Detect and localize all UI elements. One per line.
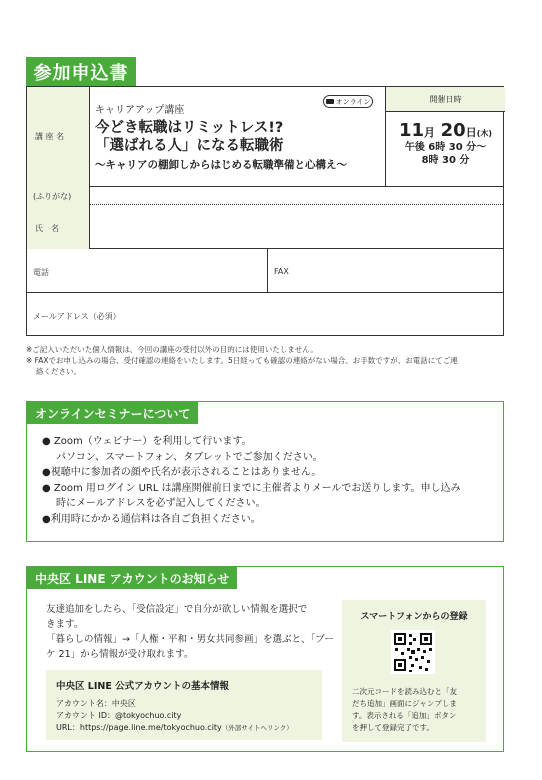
phone-fax-row [27, 249, 503, 293]
smartphone-title: スマートフォンからの登録 [360, 612, 468, 622]
line-account-body: 友達追加をしたら、「受信設定」で自分が欲しい情報を選択で きます。 「暮らしの情報」→「人権・平和・男女共同参画」を選ぶと、「ブー ケ 21」から情報が受け取れます。 [46, 604, 334, 660]
online-seminar-list: ● Zoom（ウェビナー）を利用して行います。 パソコン、スマートフォン、タブレットでご参加ください。 ●視聴中に参加者の顔や氏名が表示されることはありません。 ● Zoom 用ログイン URL は講座開催前日までに主催者よりメールでお送りします。申し込み 時にメールアドレスを必ず記入してください。 ●利用時にかかる通信料は各自ご負担ください。 [42, 436, 461, 525]
course-label: 講 座 名 [35, 132, 65, 141]
course-series: キャリアアップ講座 [95, 105, 185, 116]
fax-label: FAX [274, 267, 289, 276]
online-seminar-heading: オンラインセミナーについて [27, 402, 198, 424]
date-header: 開催日時 [386, 87, 505, 112]
application-form [26, 86, 504, 336]
online-badge: オンライン [323, 95, 373, 108]
qr-code-icon[interactable] [391, 630, 435, 674]
name-label: 氏 名 [35, 224, 59, 233]
phone-label: 電話 [33, 268, 49, 277]
furigana-input[interactable] [90, 187, 503, 205]
form-title: 参加申込書 [26, 57, 136, 87]
time-value: 午後 6時 30 分～ 8時 30 分 [404, 142, 487, 166]
phone-field[interactable] [27, 249, 268, 293]
date-block [385, 87, 505, 187]
fax-field[interactable] [268, 249, 503, 293]
course-subtitle: ～キャリアの棚卸しからはじめる転職準備と心構え～ [95, 159, 347, 171]
name-input[interactable] [90, 205, 503, 249]
course-title: 今どき転職はリミットレス!? 「選ばれる人」になる転職術 [95, 120, 284, 154]
date-value: 11月 20日(木) [398, 120, 492, 141]
email-field[interactable] [27, 293, 503, 335]
line-info-title: 中央区 LINE 公式アカウントの基本情報 [56, 681, 230, 692]
privacy-notes: ※ご記入いただいた個人情報は、今回の講座の受付以外の目的には使用いたしません。 ※ FAXでお申し込みの場合、受付確認の連絡をいたします。5日経っても確認の連絡がない場合、お手数ですが、お電話にてご連 絡ください。 [26, 345, 458, 376]
external-link-note: （外部サイトへリンク） [221, 724, 293, 732]
smartphone-panel [342, 600, 486, 742]
email-label: メールアドレス（必須） [33, 312, 121, 321]
furigana-label: (ふりがな) [33, 192, 72, 201]
line-info-lines: アカウント名：中央区 アカウント ID：@tokyochuo.city URL：https://page.line.me/tokyochuo.city（外部サイトへリンク） [56, 699, 293, 732]
line-info-panel [46, 670, 322, 740]
course-row [27, 87, 503, 187]
line-url[interactable]: URL：https://page.line.me/tokyochuo.city [56, 723, 222, 732]
smartphone-instructions: 二次元コードを読み込むと「友 だち追加」画面にジャンプしま す。表示される「追加」ボタン を押して登録完了です。 [352, 687, 457, 732]
name-row [27, 205, 503, 249]
video-camera-icon [326, 99, 334, 104]
line-account-heading: 中央区 LINE アカウントのお知らせ [27, 567, 237, 589]
furigana-row [27, 187, 503, 205]
